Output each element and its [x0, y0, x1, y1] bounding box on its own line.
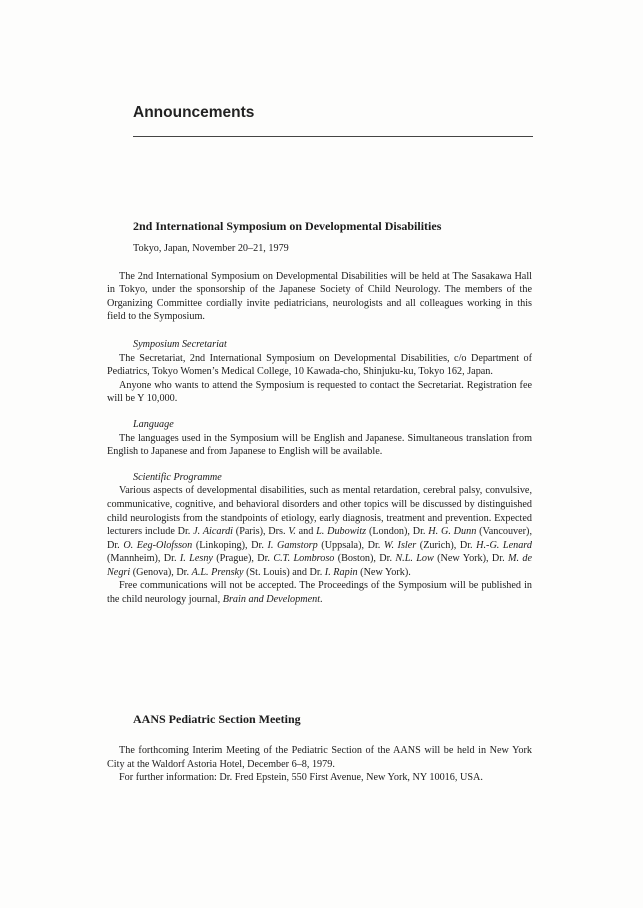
symposium-section	[107, 219, 532, 607]
lecturer-sep: and	[295, 526, 317, 538]
language-text: The languages used in the Symposium will be English and Japanese. Simultaneous translation from English to Japanese and from Japanese to English will be available.	[107, 432, 532, 458]
lecturer-sep: (Prague), Dr.	[212, 553, 274, 565]
lecturer-negri: M. de Negri	[107, 553, 533, 578]
lecturer-isler: W. Isler	[383, 539, 417, 551]
lecturer-gamstorp: I. Gamstorp	[267, 539, 318, 551]
lecturer-sep: (London), Dr.	[366, 526, 429, 538]
lecturer-sep: (St. Louis) and Dr.	[243, 566, 325, 578]
title-rule	[133, 136, 533, 137]
lecturer-sep: (Genova), Dr.	[130, 566, 192, 578]
lecturer-sep: (Mannheim), Dr.	[107, 553, 180, 565]
lecturer-sep: (Linkoping), Dr.	[192, 539, 268, 551]
aans-section	[107, 712, 532, 785]
lecturer-dunn: H. G. Dunn	[428, 526, 477, 538]
lecturer-dubowitz: L. Dubowitz	[316, 526, 367, 538]
lecturer-sep: (Boston), Dr.	[334, 553, 396, 565]
secretariat-heading: Symposium Secretariat	[133, 338, 227, 350]
lecturer-eeg-olofsson: O. Eeg-Olofsson	[123, 539, 193, 551]
symposium-location-date: Tokyo, Japan, November 20–21, 1979	[133, 243, 289, 254]
symposium-title: 2nd International Symposium on Developmental Disabilities	[133, 219, 442, 233]
lecturer-lenard: H.-G. Lenard	[476, 539, 532, 551]
aans-text-1: The forthcoming Interim Meeting of the Pediatric Section of the AANS will be held in New York City at the Waldorf Astoria Hotel, December 6–8, 1979.	[107, 745, 532, 770]
attend-text: Anyone who wants to attend the Symposium is requested to contact the Secretariat. Registration fee will be Y 10,000.	[107, 379, 532, 405]
free-text: Free communications will not be accepted. The Proceedings of the Symposium will be published in the child neurology journal,	[107, 580, 532, 606]
lecturer-prensky: A.L. Prensky	[191, 566, 244, 578]
lecturer-sep: (Paris), Drs.	[233, 526, 289, 538]
journal-name: Brain and Development	[222, 594, 321, 606]
aans-title: AANS Pediatric Section Meeting	[133, 712, 301, 726]
lecturer-low: N.L. Low	[395, 553, 434, 565]
language-heading: Language	[133, 418, 174, 430]
programme-text	[107, 484, 532, 579]
page-title: Announcements	[133, 104, 255, 121]
lecturer-sep: (Uppsala), Dr.	[317, 539, 384, 551]
programme-text-intro: Various aspects of developmental disabilities, such as mental retardation, cerebral palsy, convulsive, communicative, cognitive, and behavioral disorders and other topics will be discussed by distinguished child neurologists from the standpoints of etiology, early diagnosis, treatment and prevention. Expected lecturers include Dr.	[107, 485, 532, 538]
aans-text-2: For further information: Dr. Fred Epstein, 550 First Avenue, New York, NY 10016, USA.	[119, 772, 483, 784]
lecturer-sep: (New York).	[357, 566, 411, 578]
lecturer-sep: (Zurich), Dr.	[416, 539, 477, 551]
symposium-intro: The 2nd International Symposium on Developmental Disabilities will be held at The Sasakawa Hall in Tokyo, under the sponsorship of the Japanese Society of Child Neurology. The members of the Organizing Committee cordially invite pediatricians, neurologists and all colleagues working in this field to the Symposium.	[107, 270, 532, 323]
lecturer-lesny: I. Lesny	[179, 553, 213, 565]
secretariat-text: The Secretariat, 2nd International Symposium on Developmental Disabilities, c/o Department of Pediatrics, Tokyo Women’s Medical College, 10 Kawada-cho, Shinjuku-ku, Tokyo 162, Japan.	[107, 352, 532, 378]
programme-heading: Scientific Programme	[133, 471, 222, 483]
lecturer-sep: (New York), Dr.	[433, 553, 509, 565]
lecturer-lombroso: C.T. Lombroso	[273, 553, 335, 565]
lecturer-sep: (Vancouver), Dr.	[107, 526, 532, 551]
free-communications-text	[107, 579, 532, 606]
lecturer-v: V.	[288, 526, 296, 538]
free-text-end: .	[320, 594, 323, 606]
lecturer-aicardi: J. Aicardi	[193, 526, 234, 538]
lecturer-rapin: I. Rapin	[324, 566, 358, 578]
